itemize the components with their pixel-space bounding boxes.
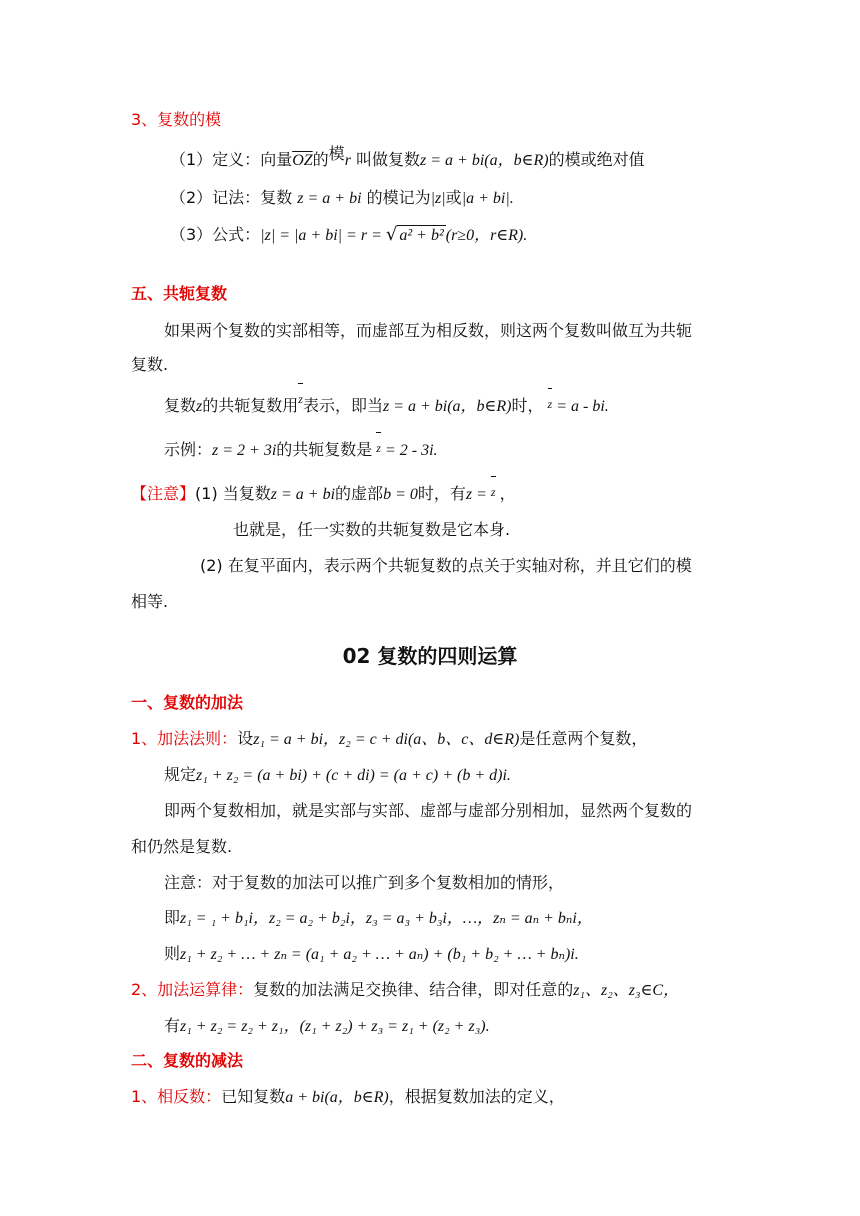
addition-note: 注意：对于复数的加法可以推广到多个复数相加的情形， (164, 873, 565, 892)
conjugate-note-2-line1: (2) 在复平面内，表示两个共轭复数的点关于实轴对称，并且它们的模 (200, 556, 692, 575)
chapter-title: 02 复数的四则运算 (342, 644, 518, 668)
modulus-notation: （2）记法：复数 z = a + bi 的模记为|z|或|a + bi|. (170, 188, 514, 207)
conjugate-notation: 复数z的共轭复数用z表示，即当z = a + bi(a，b∈R)时， z = a - bi. (164, 396, 609, 417)
section-title-addition: 一、复数的加法 (131, 693, 244, 712)
conjugate-note-1: 【注意】(1) 当复数z = a + bi的虚部b = 0时，有z = z ， (131, 484, 516, 503)
sqrt-sign: √ (385, 224, 398, 245)
conjugate-note-2-line2: 相等. (131, 592, 169, 611)
addition-laws-formula: 有z₁ + z₂ = z₂ + z₁，(z₁ + z₂) + z₃ = z₁ + (z₂ + z₃). (164, 1016, 490, 1035)
modulus-definition: （1）定义：向量$\overline{OZ}$的模r 叫做复数z = a + bi(a，b∈R)的模或绝对值 (170, 144, 645, 169)
addition-definition: 规定z₁ + z₂ = (a + bi) + (c + di) = (a + c) + (b + d)i. (164, 765, 511, 784)
addition-explanation-line2: 和仍然是复数. (131, 837, 233, 856)
addition-explanation-line1: 即两个复数相加，就是实部与实部、虚部与虚部分别相加，显然两个复数的 (164, 801, 693, 820)
section-title-subtraction: 二、复数的减法 (131, 1051, 244, 1070)
modulus-formula: （3）公式：|z| = |a + bi| = r = √ a² + b² (r≥0，r∈R). (170, 224, 528, 245)
conjugate-definition-line2: 复数. (131, 355, 169, 374)
addition-multi-terms: 即z₁ = ₁ + b₁i，z₂ = a₂ + b₂i，z₃ = a₃ + b₃i，…，zₙ = aₙ + bₙi， (164, 908, 593, 927)
conjugate-example: 示例：z = 2 + 3i的共轭复数是 z = 2 - 3i. (164, 440, 438, 459)
vector-oz: $\overline{OZ}$ (292, 152, 313, 169)
sqrt-radicand: a² + b² (399, 227, 444, 244)
addition-rule: 1、加法法则：设z₁ = a + bi，z₂ = c + di(a、b、c、d∈R)是任意两个复数， (131, 729, 648, 748)
opposite-number: 1、相反数：已知复数a + bi(a，b∈R)，根据复数加法的定义， (131, 1087, 565, 1106)
note-tag: 【注意】 (131, 484, 196, 503)
conjugate-definition-line1: 如果两个复数的实部相等，而虚部互为相反数，则这两个复数叫做互为共轭 (164, 321, 693, 340)
addition-multi-sum: 则z₁ + z₂ + … + zₙ = (a₁ + a₂ + … + aₙ) + (b₁ + b₂ + … + bₙ)i. (164, 944, 579, 963)
addition-laws: 2、加法运算律：复数的加法满足交换律、结合律，即对任意的z₁、z₂、z₃∈C， (131, 980, 680, 999)
section-title-conjugate: 五、共轭复数 (131, 284, 228, 303)
section-title-modulus: 3、复数的模 (131, 110, 222, 129)
conjugate-note-1-line2: 也就是，任一实数的共轭复数是它本身. (233, 520, 511, 539)
